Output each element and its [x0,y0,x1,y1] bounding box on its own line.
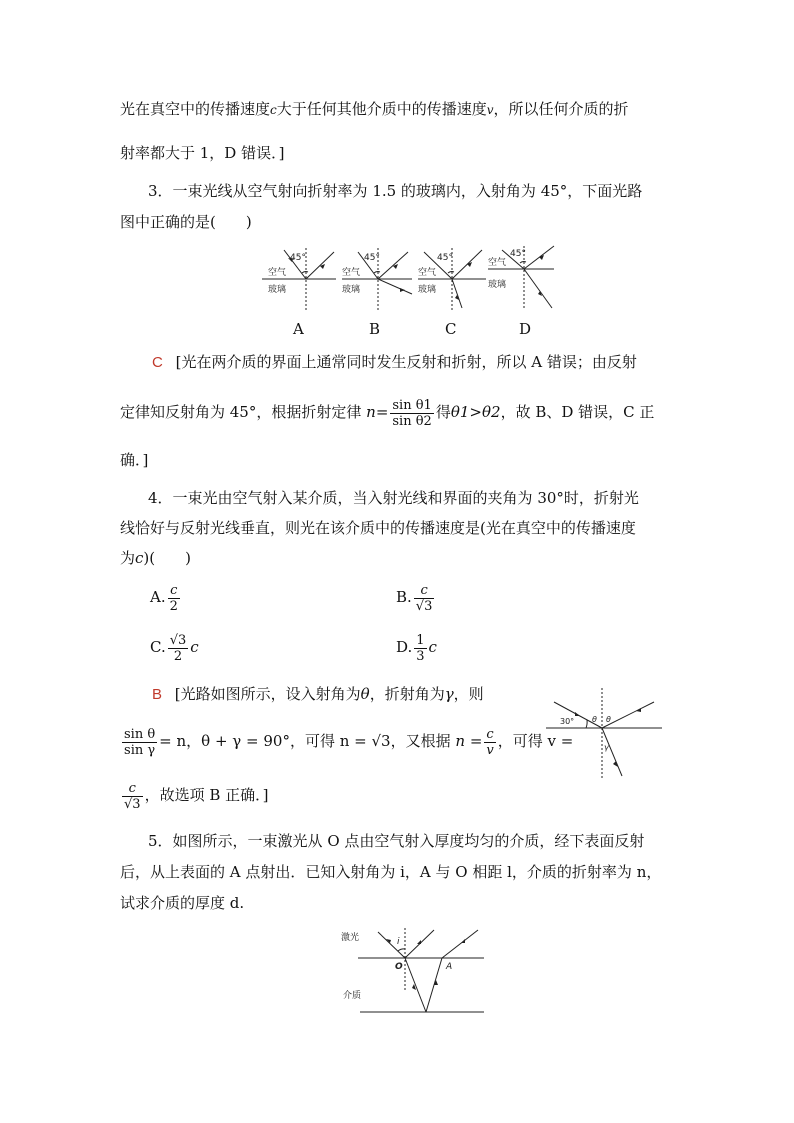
q3-b-air: 空气 [342,268,361,278]
q5-stem-line1: 5．如图所示，一束激光从 O 点由空气射入厚度均匀的介质，经下表面反射 [148,832,645,850]
q3-b-glass: 玻璃 [342,285,361,295]
var-c: c [270,103,277,117]
q4-diagram [546,688,662,780]
q4-option-c: C. $\frac{√3}{2}$ c [150,632,199,664]
q3-snell-fraction: $\frac{\text{sin θ1}}{\text{sin θ2}}$ [392,397,432,429]
q3-label-a: A [293,320,304,338]
q4-option-b: B. $\frac{c}{√3}$ [396,582,433,614]
q5-label-a: A [446,962,453,972]
q3-b-angle: 45° [364,253,380,263]
q4-diagram-theta-left: θ [592,715,597,724]
q5-label-i: i [397,937,400,947]
q4-stem-line2: 线恰好与反射光线垂直，则光在该介质中的传播速度是(光在真空中的传播速度 [120,519,636,537]
q3-a-angle: 45° [290,253,306,263]
q3-c-air: 空气 [418,268,437,278]
q4-explanation-line3: $\frac{c}{√3}$ ，故选项 B 正确．] [124,780,269,812]
q3-d-glass: 玻璃 [488,280,507,290]
q4-explanation-line2: $\frac{\text{sin θ}}{\text{sin γ}}$ = n，θ + γ = 90°，可得 n = √3，又根据 n = $\frac{c}{v}$ ，可得 v = [124,726,574,758]
q3-c-glass: 玻璃 [418,285,437,295]
q3-c-angle: 45° [437,253,453,263]
q5-stem-line2: 后，从上表面的 A 点射出．已知入射角为 i，A 与 O 相距 l，介质的折射率为 n， [120,863,662,881]
intro-line1: 光在真空中的传播速度c大于任何其他介质中的传播速度v，所以任何介质的折 [120,100,629,118]
q3-explanation-line3: 确．] [120,451,149,469]
q5-figure [338,922,488,1016]
q4-answer: B [152,686,163,703]
q3-d-air: 空气 [488,258,507,268]
q3-answer: C [152,354,163,371]
q3-explanation-line1: C [光在两介质的界面上通常同时发生反射和折射，所以 A 错误；由反射 [152,353,637,371]
q3-a-glass: 玻璃 [268,285,287,295]
q4-diagram-theta-right: θ [606,715,611,724]
q4-option-a: A. $\frac{c}{2}$ [150,582,178,614]
q5-stem-line3: 试求介质的厚度 d. [120,894,245,912]
q3-explanation-line2: 定律知反射角为 45°，根据折射定律 n= $\frac{\text{sin θ1}}{\text{sin θ2}}$ 得θ1>θ2，故 B、D 错误，C 正 [120,397,655,429]
q3-label-b: B [369,320,381,338]
q3-label-c: C [445,320,457,338]
q4-diagram-angle: 30° [560,717,575,726]
q5-label-medium: 介质 [343,991,362,1001]
q4-diagram-gamma: γ [604,743,609,752]
q4-stem-line3: 为c)( ) [120,549,191,567]
q3-stem-line1: 3．一束光线从空气射向折射率为 1.5 的玻璃内，入射角为 45°，下面光路 [148,182,643,200]
q3-figure [262,244,562,344]
q3-label-d: D [519,320,532,338]
q4-option-d: D. $\frac{1}{3}$ c [396,632,437,664]
q3-stem-line2: 图中正确的是( ) [120,213,252,231]
q5-label-laser: 激光 [341,933,360,943]
q4-stem-line1: 4．一束光由空气射入某介质，当入射光线和界面的夹角为 30°时，折射光 [148,489,639,507]
var-v: v [486,103,494,117]
q5-label-o: O [395,962,403,972]
intro-line2: 射率都大于 1，D 错误．] [120,144,285,162]
q3-a-air: 空气 [268,268,287,278]
q4-explanation-line1: B [光路如图所示，设入射角为θ，折射角为γ，则 [152,685,484,703]
q3-d-angle: 45° [510,249,526,259]
